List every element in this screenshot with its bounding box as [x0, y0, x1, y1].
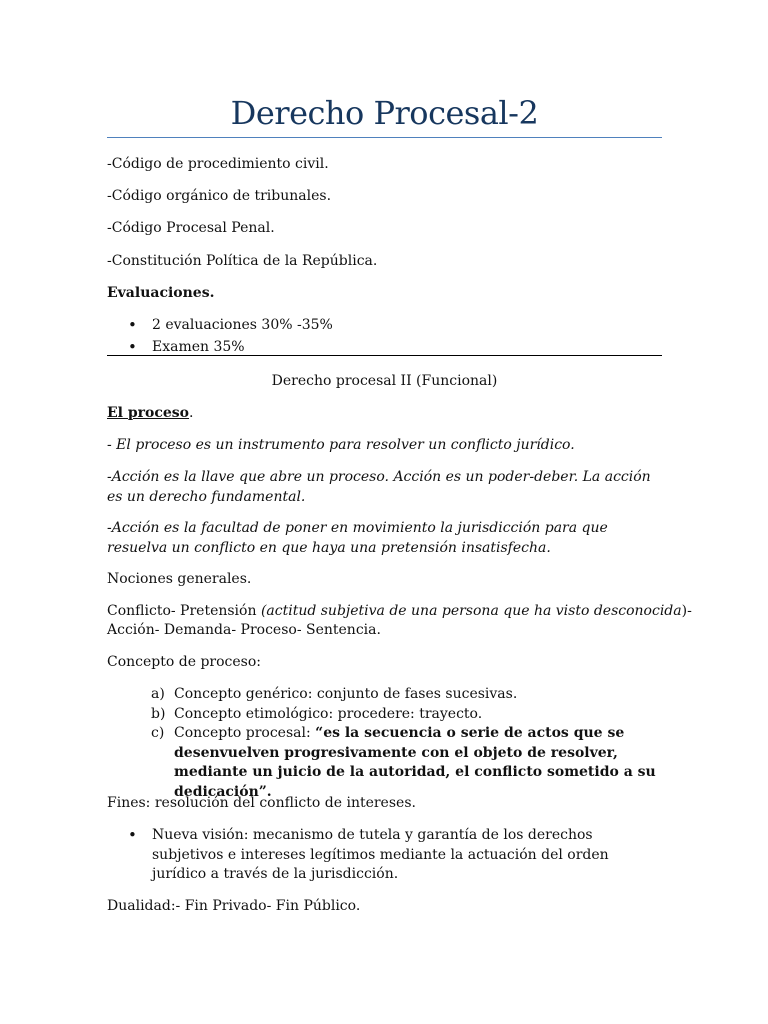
accion-paragraph-2: -Acción es la facultad de poner en movimiento la jurisdicción para que resuelva un conflicto en que haya una pretensión insatisfecha. [107, 520, 608, 556]
proceso-heading-line [107, 404, 193, 423]
dualidad-line: Dualidad:- Fin Privado- Fin Público. [107, 898, 361, 914]
enum-marker: a) [151, 686, 165, 702]
enum-marker: c) [151, 725, 165, 741]
document-title: Derecho Procesal-2 [230, 94, 539, 132]
proceso-definition-lead: - El proceso [107, 437, 192, 453]
conflicto-line-1 [107, 602, 692, 621]
bullet-icon: • [128, 316, 137, 334]
proceso-definition [107, 436, 575, 455]
nociones-heading: Nociones generales. [107, 571, 252, 587]
concepto-procesal-definition: “es la secuencia o serie de actos que se desenvuelven progresivamente con el objeto de resolver, mediante un juicio de la autoridad, el conflicto sometido a su dedicación”. [174, 725, 656, 800]
concepto-heading: Concepto de proceso: [107, 654, 261, 670]
accion-paragraph-1: -Acción es la llave que abre un proceso. Acción es un poder-deber. La acción es un derecho fundamental. [107, 469, 651, 505]
nueva-vision-item: Nueva visión: mecanismo de tutela y garantía de los derechos subjetivos e intereses legítimos mediante la actuación del orden jurídico a través de la jurisdicción. [152, 827, 609, 882]
title-underline [107, 137, 662, 138]
code-item-civil: -Código de procedimiento civil. [107, 156, 329, 172]
conflicto-italic: (actitud subjetiva de una persona que ha visto desconocida [260, 603, 682, 619]
conflicto-lead: Conflicto- Pretensión [107, 603, 261, 619]
enum-marker: b) [151, 706, 166, 722]
bullet-icon: • [128, 338, 137, 356]
code-item-tribunales: -Código orgánico de tribunales. [107, 188, 332, 204]
code-item-penal: -Código Procesal Penal. [107, 220, 275, 236]
proceso-heading-period: . [189, 405, 194, 421]
concepto-procesal-item [174, 724, 664, 802]
evaluacion-item: Examen 35% [152, 339, 245, 355]
proceso-definition-rest: es un instrumento para resolver un conflicto jurídico. [191, 437, 575, 453]
conflicto-tail: )- [681, 603, 692, 619]
code-item-constitucion: -Constitución Política de la República. [107, 253, 378, 269]
proceso-heading: El proceso [107, 405, 190, 421]
section-title: Derecho procesal II (Funcional) [271, 373, 498, 389]
evaluacion-item: 2 evaluaciones 30% -35% [152, 317, 333, 333]
conflicto-line-2: Acción- Demanda- Proceso- Sentencia. [107, 622, 381, 638]
concepto-item: Concepto etimológico: procedere: trayecto. [174, 706, 483, 722]
concepto-item: Concepto genérico: conjunto de fases sucesivas. [174, 686, 518, 702]
section-divider [107, 355, 662, 356]
bullet-icon: • [128, 826, 137, 844]
concepto-procesal-label: Concepto procesal: [174, 725, 316, 741]
fines-line: Fines: resolución del conflicto de intereses. [107, 795, 416, 811]
evaluaciones-heading: Evaluaciones. [107, 285, 215, 301]
